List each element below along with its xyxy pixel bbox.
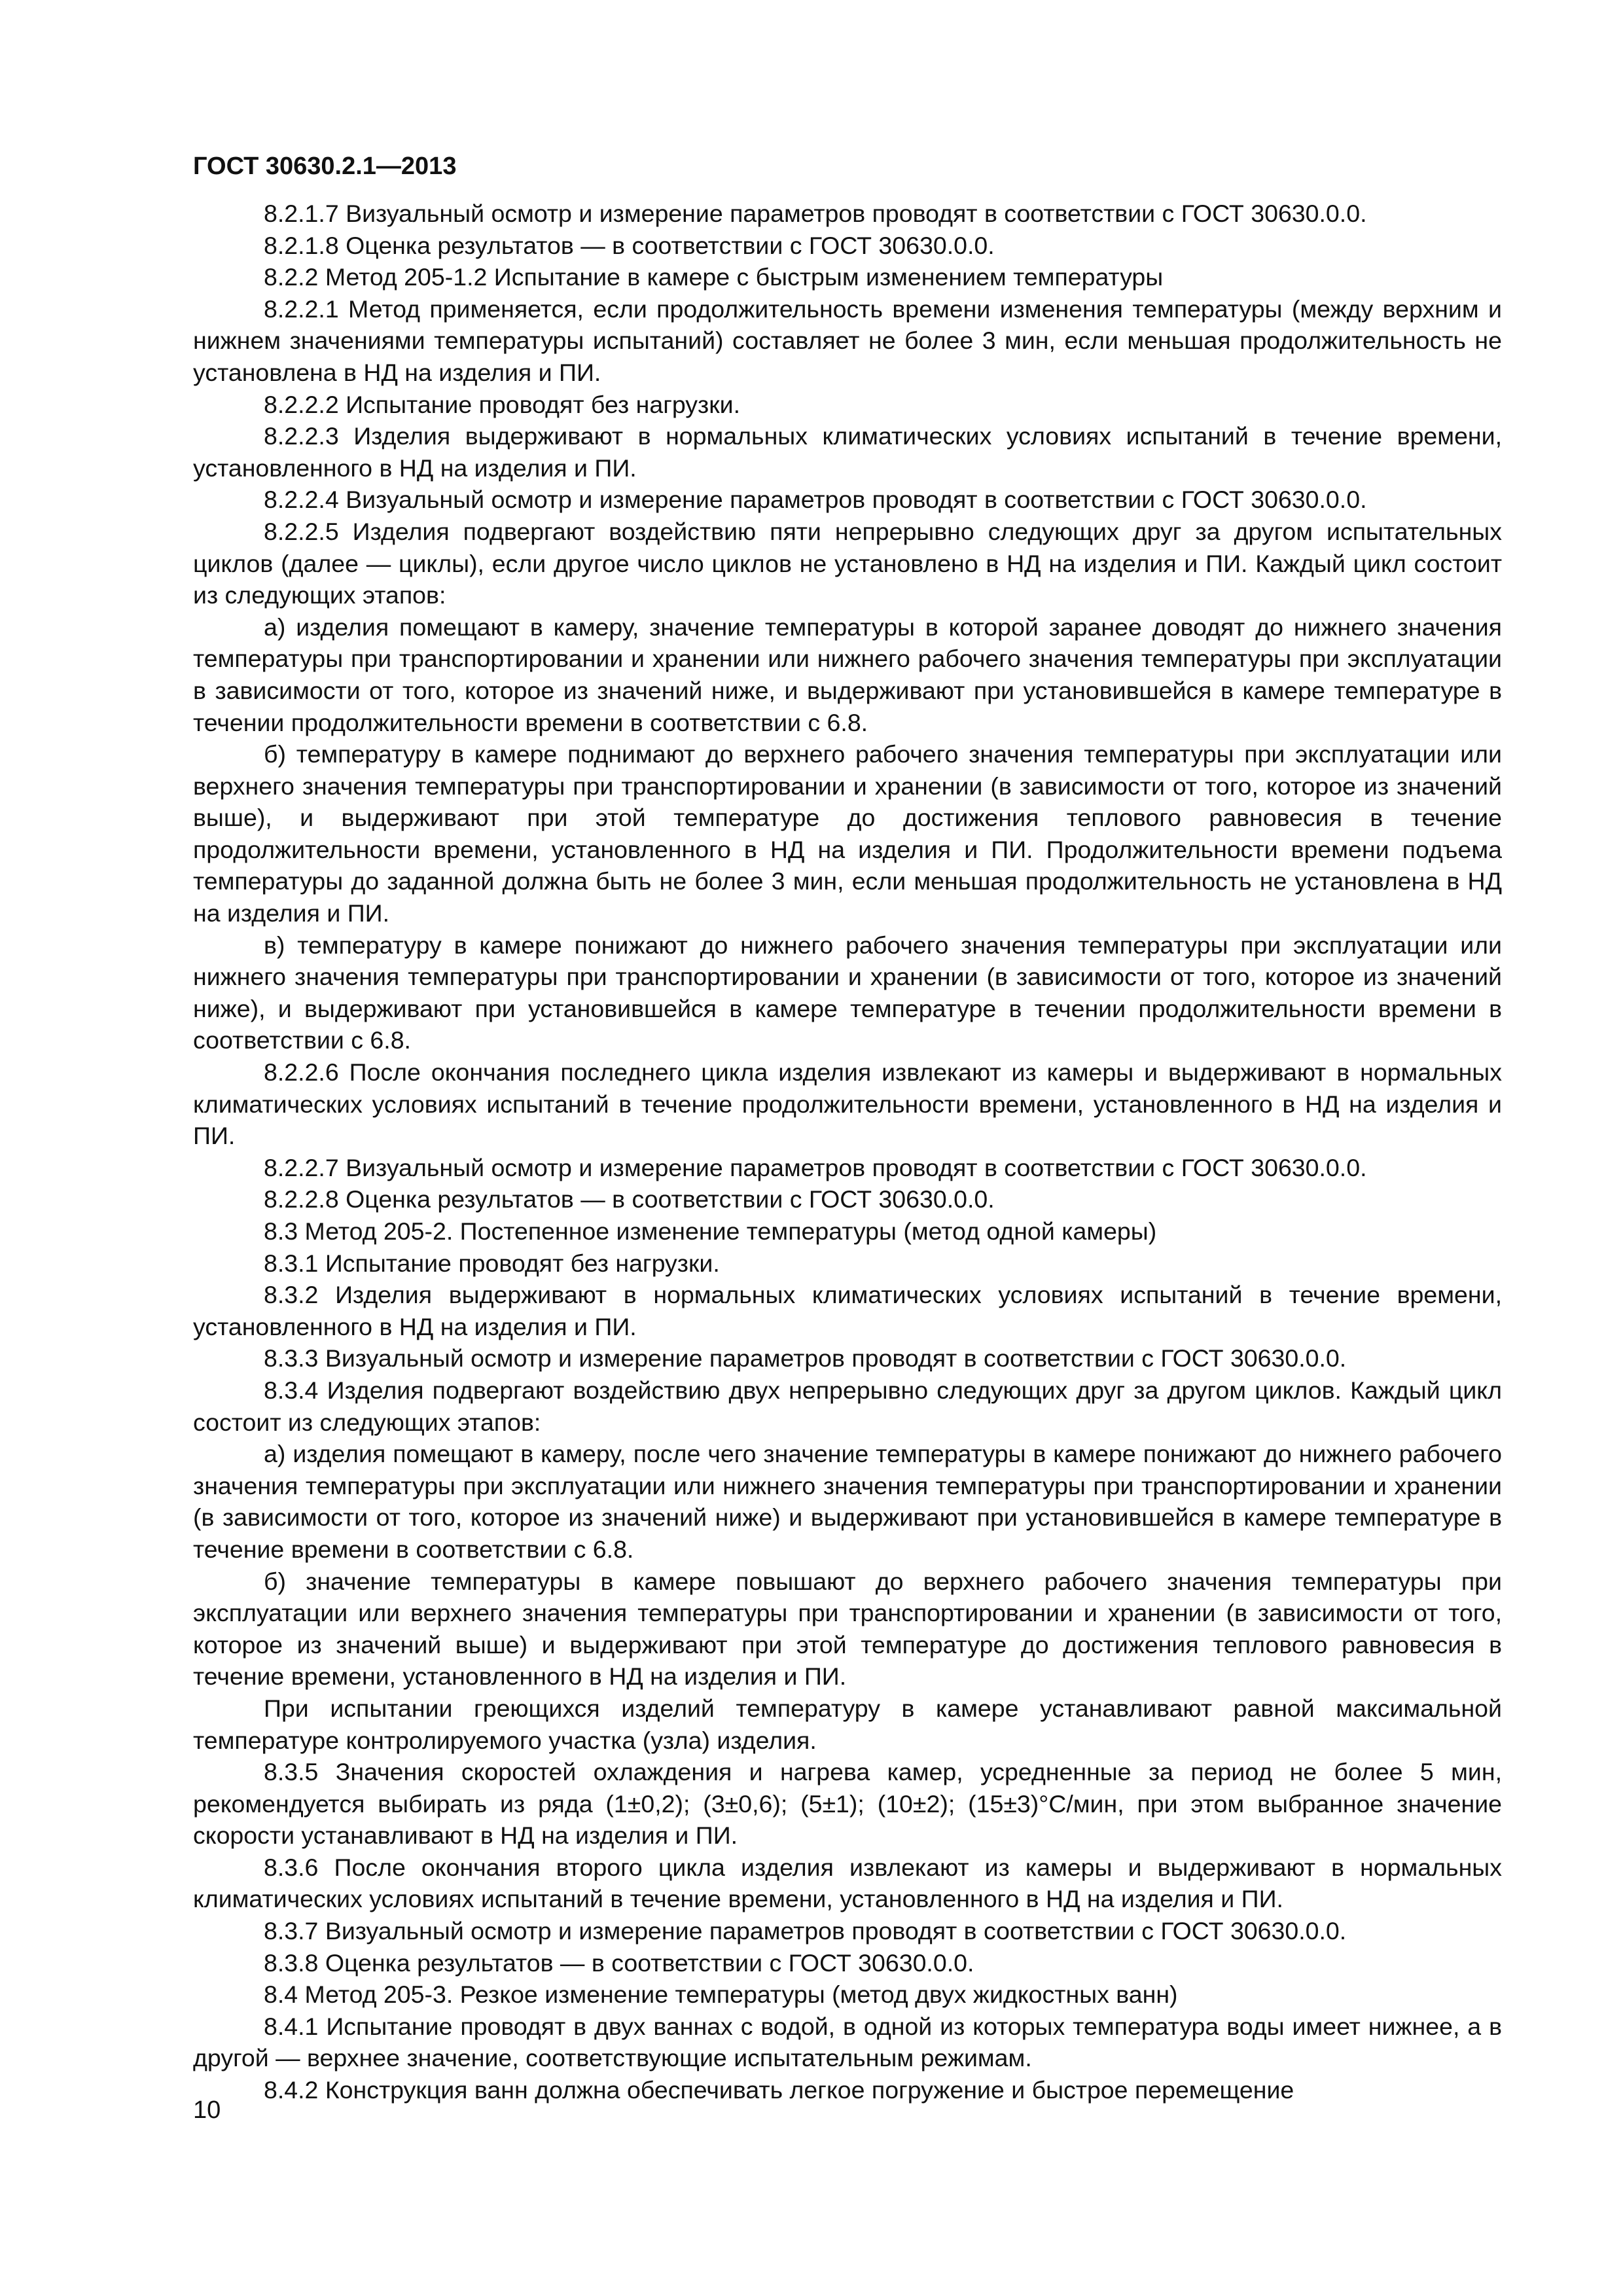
paragraph-8-2-2-1: 8.2.2.1 Метод применяется, если продолжительность времени изменения температуры (между верхним и нижнем значениями температуры испытаний) составляет не более 3 мин, если меньшая продолжительность не установлена в НД на изделия и ПИ. bbox=[193, 295, 1502, 386]
paragraph-8-3-4-a: а) изделия помещают в камеру, после чего значение температуры в камере понижают до нижнего рабочего значения температуры при эксплуатации или нижнего значения температуры при транспортировании и хранении (в зависимости от того, которое из значений ниже) и выдерживают при установившейся в камере температуре в течение времени в соответствии с 6.8. bbox=[193, 1440, 1502, 1563]
page-number: 10 bbox=[193, 2096, 221, 2124]
paragraph-8-2-2: 8.2.2 Метод 205-1.2 Испытание в камере с быстрым изменением температуры bbox=[264, 263, 1164, 291]
paragraph-8-3-7: 8.3.7 Визуальный осмотр и измерение параметров проводят в соответствии с ГОСТ 30630.0.0. bbox=[264, 1917, 1347, 1945]
paragraph-8-2-2-5-v: в) температуру в камере понижают до нижнего рабочего значения температуры при эксплуатации или нижнего значения температуры при транспортировании и хранении (в зависимости от того, которое из значений ниже), и выдерживают при установившейся в камере температуре в течении продолжительности времени в соответствии с 6.8. bbox=[193, 931, 1502, 1054]
paragraph-heated-items-note: При испытании греющихся изделий температуру в камере устанавливают равной максимальной температуре контролируемого участка (узла) изделия. bbox=[193, 1694, 1502, 1754]
paragraph-8-4-1: 8.4.1 Испытание проводят в двух ваннах с водой, в одной из которых температура воды имеет нижнее, а в другой — верхнее значение, соответствующие испытательным режимам. bbox=[193, 2012, 1502, 2072]
paragraph-8-2-2-5-b: б) температуру в камере поднимают до верхнего рабочего значения температуры при эксплуатации или верхнего значения температуры при транспортировании и хранении (в зависимости от того, которое из значений выше), и выдерживают при этой температуре до достижения теплового равновесия в течение продолжительности времени, установленного в НД на изделия и ПИ. Продолжительности времени подъема температуры до заданной должна быть не более 3 мин, если меньшая продолжительность не установлена в НД на изделия и ПИ. bbox=[193, 740, 1502, 927]
paragraph-8-2-1-8: 8.2.1.8 Оценка результатов — в соответствии с ГОСТ 30630.0.0. bbox=[264, 231, 995, 259]
paragraph-8-2-2-7: 8.2.2.7 Визуальный осмотр и измерение параметров проводят в соответствии с ГОСТ 30630.0.0. bbox=[264, 1153, 1367, 1181]
paragraph-8-2-2-5: 8.2.2.5 Изделия подвергают воздействию пяти непрерывно следующих друг за другом испытательных циклов (далее — циклы), если другое число циклов не установлено в НД на изделия и ПИ. Каждый цикл состоит из следующих этапов: bbox=[193, 517, 1502, 609]
paragraph-8-2-2-6: 8.2.2.6 После окончания последнего цикла изделия извлекают из камеры и выдерживают в нормальных климатических условиях испытаний в течение продолжительности времени, установленного в НД на изделия и ПИ. bbox=[193, 1058, 1502, 1150]
paragraph-8-2-2-5-a: а) изделия помещают в камеру, значение температуры в которой заранее доводят до нижнего значения температуры при транспортировании и хранении или нижнего рабочего значения температуры при эксплуатации в зависимости от того, которое из значений ниже, и выдерживают при установившейся в камере температуре в течении продолжительности времени в соответствии с 6.8. bbox=[193, 613, 1502, 736]
document-page bbox=[193, 151, 1502, 2106]
paragraph-8-2-2-2: 8.2.2.2 Испытание проводят без нагрузки. bbox=[264, 390, 741, 418]
paragraph-8-3: 8.3 Метод 205-2. Постепенное изменение температуры (метод одной камеры) bbox=[264, 1217, 1157, 1245]
paragraph-8-2-1-7: 8.2.1.7 Визуальный осмотр и измерение параметров проводят в соответствии с ГОСТ 30630.0.0. bbox=[264, 200, 1367, 227]
paragraph-8-4: 8.4 Метод 205-3. Резкое изменение температуры (метод двух жидкостных ванн) bbox=[264, 1981, 1178, 2009]
paragraph-8-3-4-b: б) значение температуры в камере повышают до верхнего рабочего значения температуры при эксплуатации или верхнего значения температуры при транспортировании и хранении (в зависимости от того, которое из значений выше) и выдерживают при этой температуре до достижения теплового равновесия в течение времени, установленного в НД на изделия и ПИ. bbox=[193, 1567, 1502, 1691]
paragraph-8-3-2: 8.3.2 Изделия выдерживают в нормальных климатических условиях испытаний в течение времени, установленного в НД на изделия и ПИ. bbox=[193, 1281, 1502, 1340]
paragraph-8-3-6: 8.3.6 После окончания второго цикла изделия извлекают из камеры и выдерживают в нормальных климатических условиях испытаний в течение времени, установленного в НД на изделия и ПИ. bbox=[193, 1853, 1502, 1913]
paragraph-8-2-2-8: 8.2.2.8 Оценка результатов — в соответствии с ГОСТ 30630.0.0. bbox=[264, 1185, 995, 1213]
paragraph-8-3-8: 8.3.8 Оценка результатов — в соответствии с ГОСТ 30630.0.0. bbox=[264, 1948, 974, 1977]
document-body bbox=[193, 198, 1502, 2106]
paragraph-8-2-2-3: 8.2.2.3 Изделия выдерживают в нормальных климатических условиях испытаний в течение времени, установленного в НД на изделия и ПИ. bbox=[193, 422, 1502, 482]
paragraph-8-4-2: 8.4.2 Конструкция ванн должна обеспечивать легкое погружение и быстрое перемещение bbox=[264, 2076, 1294, 2104]
paragraph-8-3-4: 8.3.4 Изделия подвергают воздействию двух непрерывно следующих друг за другом циклов. Каждый цикл состоит из следующих этапов: bbox=[193, 1376, 1502, 1436]
paragraph-8-3-3: 8.3.3 Визуальный осмотр и измерение параметров проводят в соответствии с ГОСТ 30630.0.0. bbox=[264, 1344, 1347, 1372]
document-header: ГОСТ 30630.2.1—2013 bbox=[193, 152, 457, 180]
paragraph-8-3-5: 8.3.5 Значения скоростей охлаждения и нагрева камер, усредненные за период не более 5 мин, рекомендуется выбирать из ряда (1±0,2); (3±0,6); (5±1); (10±2); (15±3)°С/мин, при этом выбранное значение скорости устанавливают в НД на изделия и ПИ. bbox=[193, 1758, 1502, 1850]
paragraph-8-3-1: 8.3.1 Испытание проводят без нагрузки. bbox=[264, 1249, 720, 1277]
paragraph-8-2-2-4: 8.2.2.4 Визуальный осмотр и измерение параметров проводят в соответствии с ГОСТ 30630.0.0. bbox=[264, 486, 1367, 514]
